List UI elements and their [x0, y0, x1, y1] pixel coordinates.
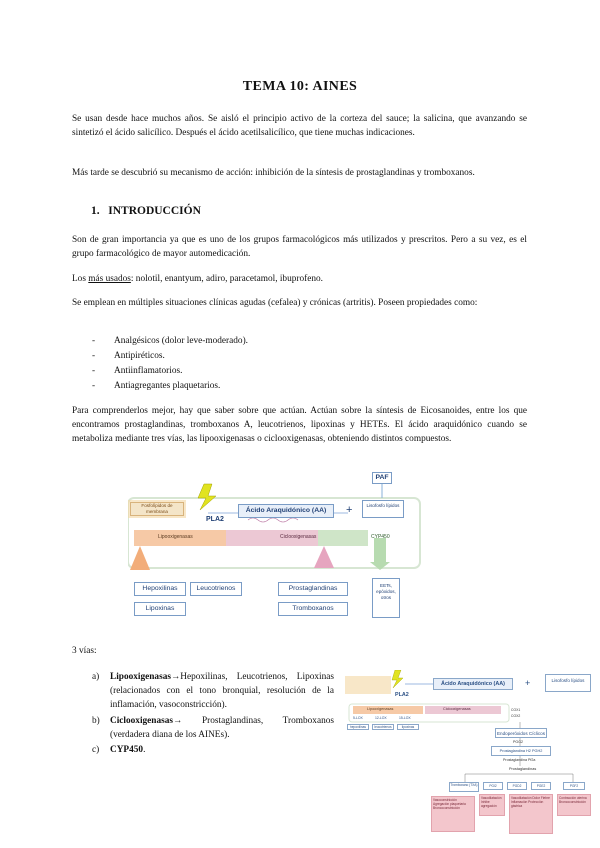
plus-sign: + — [346, 504, 353, 516]
pgd2-box: PGD2 — [507, 782, 527, 790]
lisofosfolipidos-box: Lisofosfo lípidos — [362, 500, 404, 518]
section-title: INTRODUCCIÓN — [108, 205, 201, 217]
lipooxigenasas-label: Lipooxigenasas — [367, 707, 394, 711]
prostaglandinas-box: Prostaglandinas — [278, 582, 348, 596]
pla2-label: PLA2 — [206, 516, 224, 523]
lipoxinas-box: Lipoxinas — [134, 602, 186, 616]
most-used-list: : nolotil, enantyum, adiro, paracetamol, ibuprofeno. — [130, 274, 323, 284]
lox5-label: 5-LOX — [353, 716, 363, 720]
cox1-label: COX1 — [511, 708, 521, 712]
list-item: b) Ciclooxigenasas→ Prostaglandinas, Tromboxanos (verdadera diana de los AINEs). — [92, 716, 334, 741]
cyp-products-box: EETs, epóxidos, otros — [372, 578, 400, 618]
most-used-label: más usados — [88, 274, 131, 284]
lipooxigenasas-label: Lipooxigenasas — [158, 534, 193, 540]
detailed-pathway-diagram — [345, 670, 593, 840]
pla2-label: PLA2 — [395, 692, 409, 698]
page-title: TEMA 10: AINES — [242, 79, 358, 94]
pgg2-label: PGG2 — [513, 740, 523, 744]
most-used-prefix: Los — [72, 274, 89, 284]
section-paragraph-4: Para comprenderlos mejor, hay que saber sobre que actúan. Actúan sobre la síntesis de Eicosanoides, entre los que encontramos prostaglandinas, tromboxanos A, leucotrienos, lipoxinas y HETEs. El ácido araquidónico cuando se metaboliza mediante tres vías, las lipooxigenasas o ciclooxigenasas, obteniendo distintos compuestos. — [72, 406, 527, 445]
section-number: 1. — [91, 205, 100, 217]
effects-note-3: Vasodilatación Dolor Fiebre Inflamación Protección gástrica — [509, 794, 553, 834]
intro-paragraph-2: Más tarde se descubrió su mecanismo de acción: inhibición de la síntesis de prostaglandinas y tromboxanos. — [72, 168, 475, 178]
hepoxilinas-box: Hepoxilinas — [134, 582, 186, 596]
list-item: - Analgésicos (dolor leve-moderado). — [92, 336, 248, 346]
vias-intro: 3 vías: — [72, 646, 97, 656]
list-item: a) Lipooxigenasas→Hepoxilinas, Leucotrienos, Lipoxinas (relacionados con el tono bronquial, resolución de la inflamación, vasoconstricción). — [92, 672, 334, 711]
list-item: - Antiagregantes plaquetarios. — [92, 381, 221, 391]
arachidonic-pathway-diagram — [128, 462, 450, 624]
endoperoxidos-box: Endoperóxidos Cíclicos — [495, 728, 547, 738]
list-item: c) CYP450. — [92, 745, 146, 755]
section-paragraph-1: Son de gran importancia ya que es uno de los grupos farmacológicos más utilizados y prescritos. Pero a su vez, es el grupo farmacológico de mayor automedicación. — [72, 235, 527, 260]
membrane-box: Fosfolípidos de membrana — [130, 502, 184, 516]
lox15-label: 15-LOX — [399, 716, 411, 720]
hepoxilinas-box: hepoxilinas — [347, 724, 369, 730]
cox2-label: COX2 — [511, 714, 521, 718]
intro-paragraph-1: Se usan desde hace muchos años. Se aisló el principio activo de la corteza del sauce; la salicina, que avanzando se sintetizó el ácido salicílico. Después el ácido acetilsalicílico, que tiene muchas indicaciones. — [72, 114, 527, 139]
effects-note-4: Contracción uterina Broncoconstricción — [557, 794, 591, 816]
pge2-box: PGE2 — [531, 782, 551, 790]
effects-note-2: Vasodilatación Inhibe agregación — [479, 794, 505, 816]
lisofosfolipidos-box: Lisofosfo lípidos — [545, 674, 591, 692]
ciclooxigenasas-label: Ciclooxigenasas — [280, 534, 317, 540]
cyp450-label: CYP450 — [371, 534, 390, 540]
lipoxinas-box: lipoxinas — [397, 724, 419, 730]
aa-box: Ácido Araquidónico (AA) — [238, 504, 334, 518]
effects-note-1: Vasoconstricción Agregación plaquetaria Broncoconstricción — [431, 796, 475, 832]
pgf2a-label: Prostaglandina Pf2a — [503, 758, 536, 762]
most-used-paragraph — [72, 272, 527, 286]
list-item: - Antipiréticos. — [92, 351, 165, 361]
txa2-box: Tromboxano (TXA) — [449, 782, 479, 792]
pgf2-box: PGF2 — [563, 782, 585, 790]
tromboxanos-box: Tromboxanos — [278, 602, 348, 616]
paf-box: PAF — [372, 472, 392, 484]
leucotrienos-box: Leucotrienos — [190, 582, 242, 596]
pgh2-box: Prostaglandina H2 PGH2 — [491, 746, 551, 756]
aa-box: Ácido Araquidónico (AA) — [433, 678, 513, 690]
leucotrienos-box: leucotrienos — [372, 724, 394, 730]
pgi2-box: PGI2 — [483, 782, 503, 790]
section-paragraph-3: Se emplean en múltiples situaciones clínicas agudas (cefalea) y crónicas (artritis). Poseen propiedades como: — [72, 298, 478, 308]
lox12-label: 12-LOX — [375, 716, 387, 720]
list-item: - Antiinflamatorios. — [92, 366, 183, 376]
section-heading — [91, 205, 201, 217]
diagram-background — [128, 462, 450, 624]
ciclooxigenasas-label: Ciclooxigenasas — [443, 707, 471, 711]
prostaglandinas-group-label: Prostaglandinas — [509, 767, 537, 771]
plus-sign: + — [525, 678, 531, 688]
